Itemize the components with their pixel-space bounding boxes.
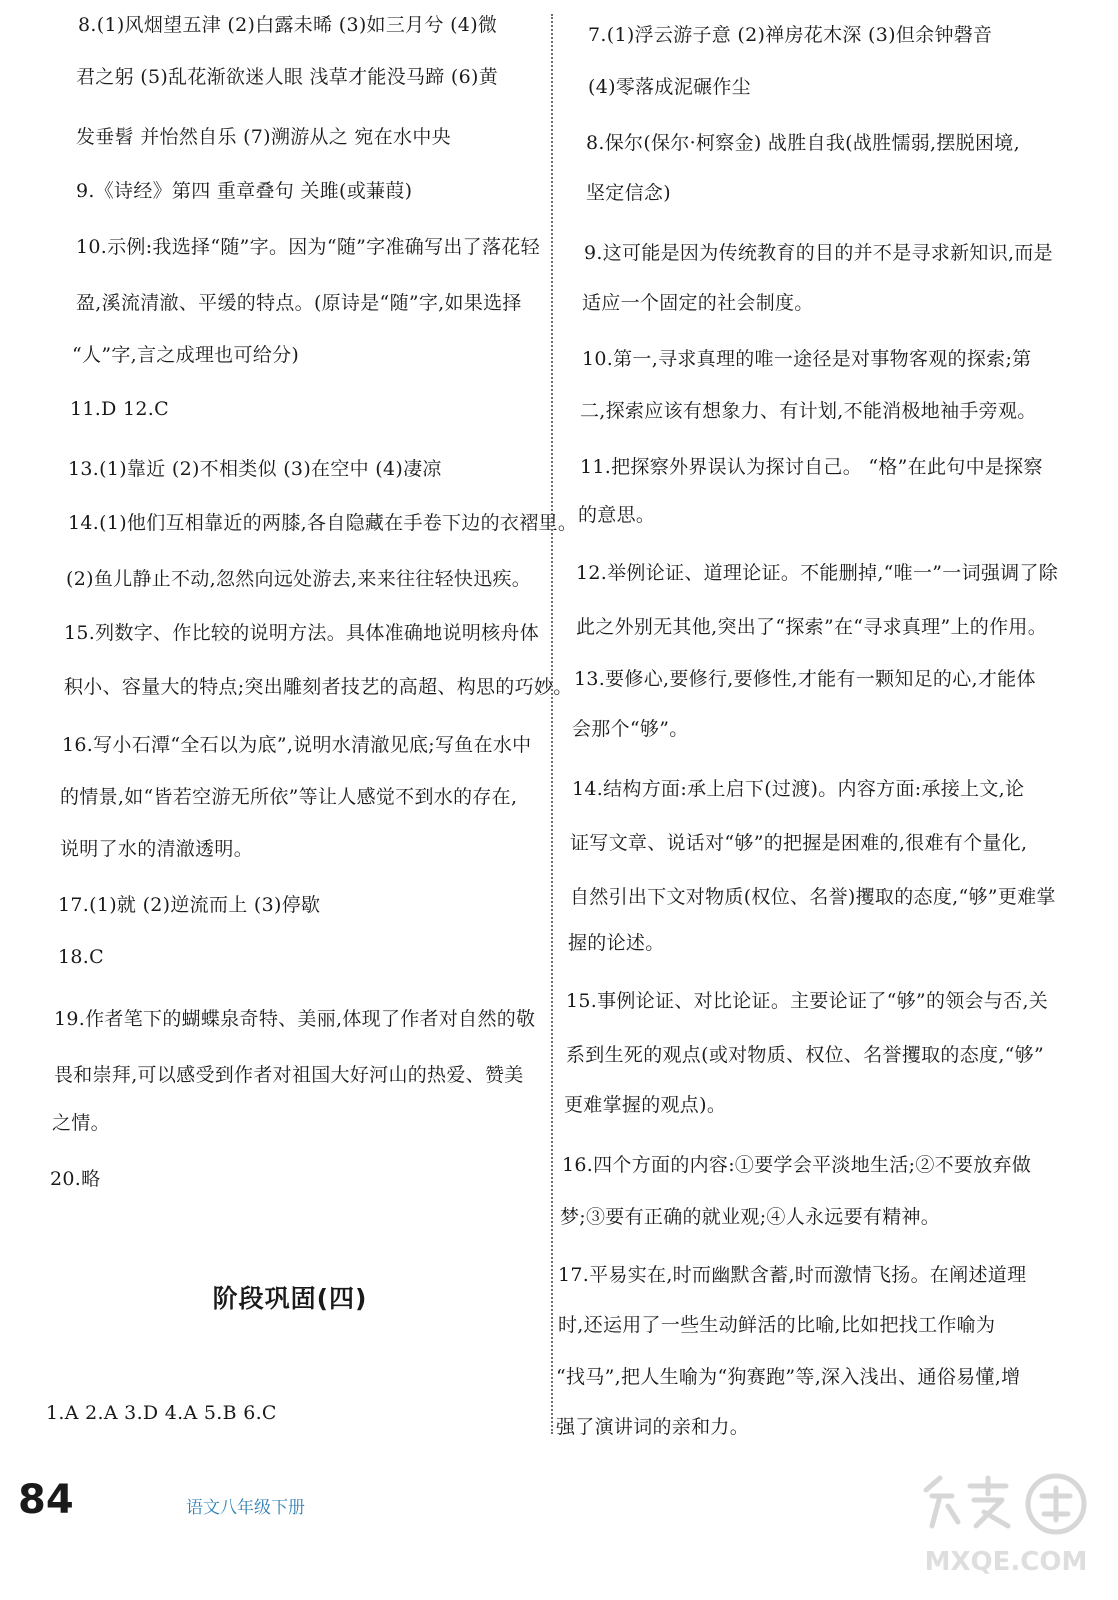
book-label: 语文八年级下册 xyxy=(186,1498,305,1518)
watermark-logo xyxy=(918,1470,1094,1588)
answer-line: 9.《诗经》第四 重章叠句 关雎(或蒹葭) xyxy=(76,180,413,202)
answer-line: 13.要修心,要修行,要修性,才能有一颗知足的心,才能体 xyxy=(574,668,1036,690)
answer-line: 8.保尔(保尔·柯察金) 战胜自我(战胜懦弱,摆脱困境, xyxy=(586,132,1020,154)
answer-line: 适应一个固定的社会制度。 xyxy=(582,292,814,314)
answer-line: 盈,溪流清澈、平缓的特点。(原诗是“随”字,如果选择 xyxy=(76,292,522,314)
answer-line: 之情。 xyxy=(52,1112,110,1134)
answer-line: (4)零落成泥碾作尘 xyxy=(588,76,751,98)
answer-line: 17.(1)就 (2)逆流而上 (3)停歇 xyxy=(58,894,321,916)
answer-line: (2)鱼儿静止不动,忽然向远处游去,来来往往轻快迅疾。 xyxy=(66,568,532,590)
answer-line: 更难掌握的观点)。 xyxy=(564,1094,727,1116)
answer-line: 16.四个方面的内容:①要学会平淡地生活;②不要放弃做 xyxy=(562,1154,1032,1176)
answer-line: 20.略 xyxy=(50,1168,101,1190)
answer-line: 会那个“够”。 xyxy=(572,718,689,740)
answer-line: 15.事例论证、对比论证。主要论证了“够”的领会与否,关 xyxy=(566,990,1049,1012)
answer-line: 时,还运用了一些生动鲜活的比喻,比如把找工作喻为 xyxy=(558,1314,996,1336)
watermark-url: MXQE.COM xyxy=(924,1547,1088,1577)
answer-line: 二,探索应该有想象力、有计划,不能消极地袖手旁观。 xyxy=(580,400,1037,422)
answer-line: 发垂髫 并怡然自乐 (7)溯游从之 宛在水中央 xyxy=(76,126,451,148)
answer-line: 15.列数字、作比较的说明方法。具体准确地说明核舟体 xyxy=(64,622,540,644)
answer-line: 10.示例:我选择“随”字。因为“随”字准确写出了落花轻 xyxy=(76,236,540,258)
answer-line: 说明了水的清澈透明。 xyxy=(60,838,254,860)
answer-line: 君之躬 (5)乱花渐欲迷人眼 浅草才能没马蹄 (6)黄 xyxy=(76,66,499,88)
answer-line: 证写文章、说话对“够”的把握是困难的,很难有个量化, xyxy=(570,832,1028,854)
answer-line: 11.D 12.C xyxy=(70,398,169,420)
answer-line: 此之外别无其他,突出了“探索”在“寻求真理”上的作用。 xyxy=(576,616,1047,638)
answer-line: 畏和崇拜,可以感受到作者对祖国大好河山的热爱、赞美 xyxy=(54,1064,524,1086)
answer-line: 的情景,如“皆若空游无所依”等让人感觉不到水的存在, xyxy=(60,786,518,808)
answer-line: “人”字,言之成理也可给分) xyxy=(72,344,300,366)
answer-line: 自然引出下文对物质(权位、名誉)攫取的态度,“够”更难掌 xyxy=(570,886,1056,908)
answer-line: 的意思。 xyxy=(578,504,656,526)
section-title: 阶段巩固(四) xyxy=(212,1284,368,1313)
stage-answers-line: 1.A 2.A 3.D 4.A 5.B 6.C xyxy=(46,1402,277,1424)
answer-line: 8.(1)风烟望五津 (2)白露未晞 (3)如三月兮 (4)微 xyxy=(78,14,498,36)
answer-line: 11.把探察外界误认为探讨自己。 “格”在此句中是探察 xyxy=(580,456,1043,478)
answer-line: 10.第一,寻求真理的唯一途径是对事物客观的探索;第 xyxy=(582,348,1032,370)
answer-line: 积小、容量大的特点;突出雕刻者技艺的高超、构思的巧妙。 xyxy=(64,676,573,698)
answer-line: 14.(1)他们互相靠近的两膝,各自隐藏在手卷下边的衣褶里。 xyxy=(68,512,578,534)
answer-line: 17.平易实在,时而幽默含蓄,时而激情飞扬。在阐述道理 xyxy=(558,1264,1027,1286)
answer-line: 13.(1)靠近 (2)不相类似 (3)在空中 (4)凄凉 xyxy=(68,458,442,480)
answer-line: 9.这可能是因为传统教育的目的并不是寻求新知识,而是 xyxy=(584,242,1053,264)
answer-line: 16.写小石潭“全石以为底”,说明水清澈见底;写鱼在水中 xyxy=(62,734,532,756)
answer-line: 7.(1)浮云游子意 (2)禅房花木深 (3)但余钟磬音 xyxy=(588,24,993,46)
answer-line: 19.作者笔下的蝴蝶泉奇特、美丽,体现了作者对自然的敬 xyxy=(54,1008,536,1030)
answer-line: 握的论述。 xyxy=(568,932,665,954)
answer-line: 18.C xyxy=(58,946,104,968)
answer-line: 系到生死的观点(或对物质、权位、名誉攫取的态度,“够” xyxy=(566,1044,1044,1066)
answer-line: 12.举例论证、道理论证。不能删掉,“唯一”一词强调了除 xyxy=(576,562,1059,584)
column-divider xyxy=(551,14,553,1434)
answer-line: 14.结构方面:承上启下(过渡)。内容方面:承接上文,论 xyxy=(572,778,1025,800)
answer-line: 梦;③要有正确的就业观;④人永远要有精神。 xyxy=(560,1206,941,1228)
answer-line: 强了演讲词的亲和力。 xyxy=(556,1416,750,1438)
answer-line: “找马”,把人生喻为“狗赛跑”等,深入浅出、通俗易懂,增 xyxy=(556,1366,1021,1388)
answer-line: 坚定信念) xyxy=(586,182,671,204)
page-number: 84 xyxy=(18,1477,74,1523)
